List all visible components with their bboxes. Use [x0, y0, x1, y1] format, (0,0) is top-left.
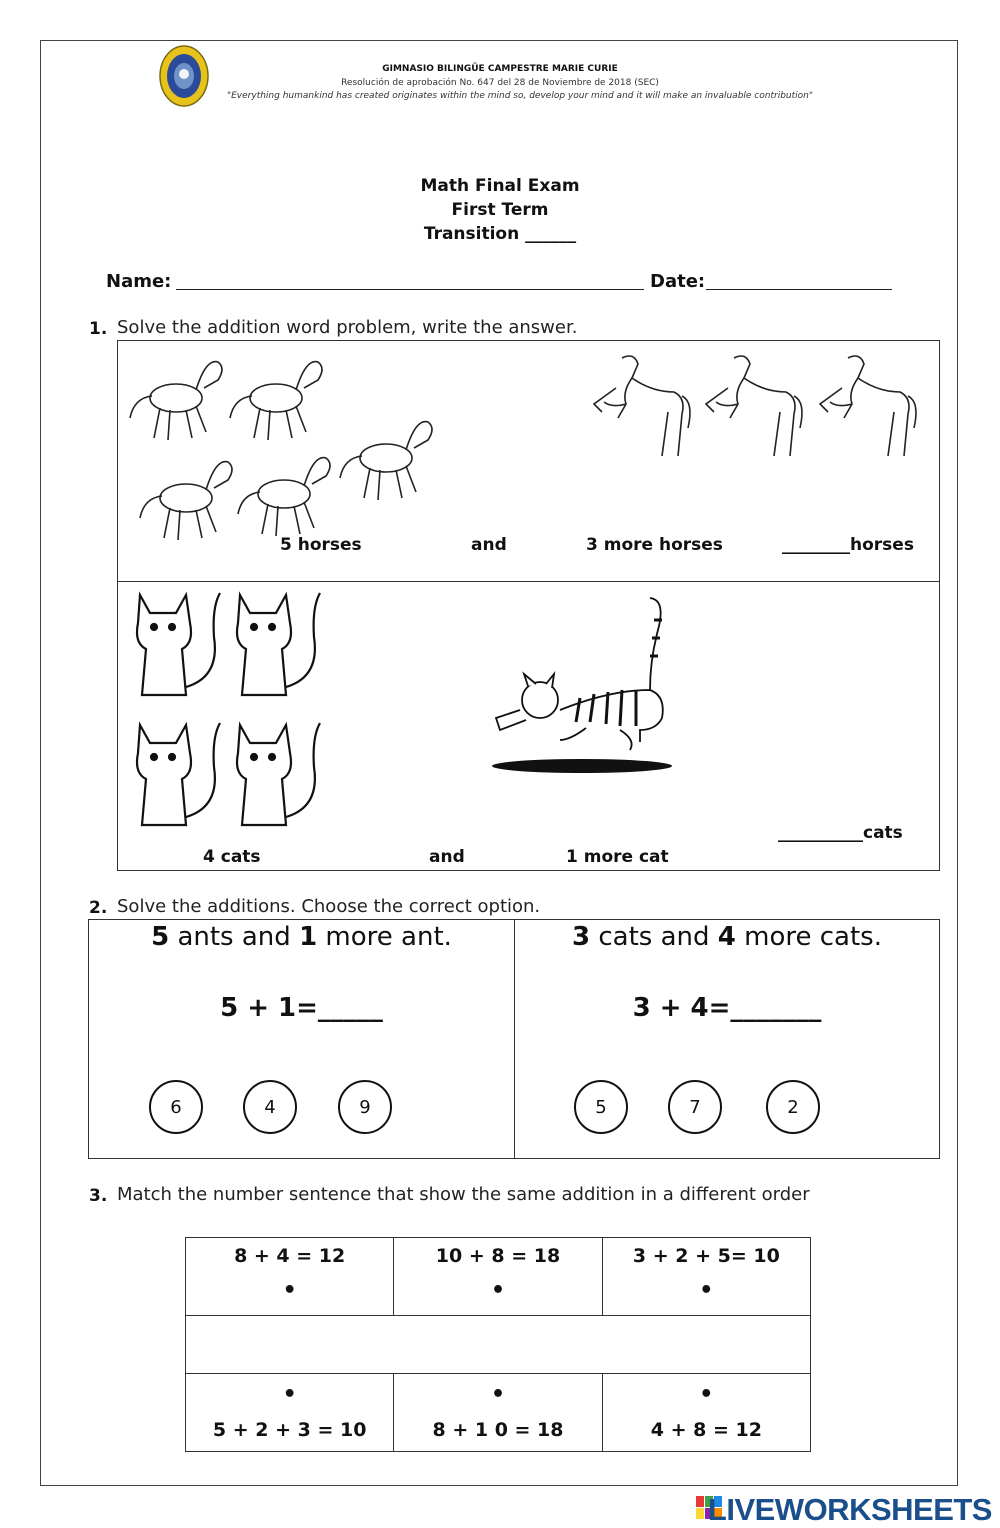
q2-right-option-3[interactable]: 2 [766, 1080, 820, 1134]
q2-left-mid: ants and [169, 922, 300, 952]
q2-left-end: more ant. [317, 922, 452, 952]
q3-gap-row [186, 1316, 811, 1374]
q3-top-sentence-1: 8 + 4 = 12 [234, 1244, 346, 1267]
q1-horses-and: and [471, 535, 507, 555]
q1-cats-second: 1 more cat [566, 847, 669, 867]
q1-number: 1. [89, 319, 108, 339]
q3-top-dot-3[interactable]: • [699, 1277, 714, 1303]
q2-left-panel [88, 919, 515, 1159]
running-cat [490, 590, 680, 775]
q3-bottom-dot-3[interactable]: • [699, 1381, 714, 1407]
school-name: GIMNASIO BILINGÜE CAMPESTRE MARIE CURIE [382, 64, 618, 74]
q3-bottom-cell-3 [602, 1374, 810, 1452]
q1-horses-second: 3 more horses [586, 535, 723, 555]
q2-right-option-1[interactable]: 5 [574, 1080, 628, 1134]
q1-horses-answer[interactable]: ________horses [782, 535, 914, 555]
q1-text: Solve the addition word problem, write the answer. [117, 317, 578, 338]
q3-number: 3. [89, 1186, 108, 1206]
q3-gap-cell [186, 1316, 811, 1374]
q1-cats-and: and [429, 847, 465, 867]
q2-right-option-2[interactable]: 7 [668, 1080, 722, 1134]
q1-horses-first: 5 horses [280, 535, 362, 555]
horses-group-five [122, 344, 442, 544]
q3-bottom-cell-2 [394, 1374, 602, 1452]
q2-right-n1: 3 [572, 922, 591, 952]
q2-number: 2. [89, 898, 108, 918]
q3-top-dot-1[interactable]: • [282, 1277, 297, 1303]
q2-right-panel [514, 919, 940, 1159]
q3-top-dot-2[interactable]: • [490, 1277, 506, 1303]
exam-transition: Transition ______ [423, 224, 577, 244]
q2-right-end: more cats. [735, 922, 882, 952]
q2-right-n2: 4 [717, 922, 736, 952]
q2-right-mid: cats and [590, 922, 718, 952]
q3-text: Match the number sentence that show the same addition in a different order [117, 1184, 810, 1205]
q2-left-option-3[interactable]: 9 [338, 1080, 392, 1134]
q3-bottom-sentence-2: 8 + 1 0 = 18 [432, 1418, 564, 1441]
q3-bottom-sentence-1: 5 + 2 + 3 = 10 [212, 1418, 367, 1441]
q1-cats-answer[interactable]: __________cats [778, 823, 903, 843]
exam-title: Math Final Exam [420, 176, 580, 196]
q2-left-n1: 5 [151, 922, 170, 952]
exam-term: First Term [451, 200, 549, 220]
q2-left-equation: 5 + 1=_____ [220, 993, 383, 1023]
q2-left-sentence [88, 922, 515, 952]
q2-left-option-1[interactable]: 6 [149, 1080, 203, 1134]
q3-top-cell-1 [186, 1238, 394, 1316]
q3-bottom-cell-1 [186, 1374, 394, 1452]
q3-match-table [185, 1237, 811, 1452]
q2-right-equation: 3 + 4=_______ [632, 993, 822, 1023]
q3-top-cell-3 [602, 1238, 810, 1316]
school-motto: "Everything humankind has created originates within the mind so, develop your mind and it will make an invaluable contribution" [226, 91, 813, 101]
q3-bottom-sentence-3: 4 + 8 = 12 [650, 1418, 762, 1441]
q2-text: Solve the additions. Choose the correct option. [117, 896, 541, 917]
name-label: Name: [106, 271, 172, 292]
q3-top-cell-2 [394, 1238, 602, 1316]
q3-top-row [186, 1238, 811, 1316]
q3-bottom-dot-2[interactable]: • [490, 1381, 506, 1407]
q2-left-n2: 1 [299, 922, 318, 952]
date-field[interactable] [706, 289, 892, 290]
name-field[interactable] [176, 289, 644, 290]
q3-bottom-dot-1[interactable]: • [282, 1381, 297, 1407]
q2-right-sentence [514, 922, 940, 952]
cats-group-four [124, 585, 329, 835]
q2-left-option-2[interactable]: 4 [243, 1080, 297, 1134]
q3-top-sentence-3: 3 + 2 + 5= 10 [632, 1244, 780, 1267]
date-label: Date: [650, 271, 706, 292]
horses-group-three [580, 344, 925, 464]
q3-top-sentence-2: 10 + 8 = 18 [435, 1244, 561, 1267]
liveworksheets-brand[interactable]: LIVEWORKSHEETS [707, 1492, 992, 1527]
school-resolution: Resolución de aprobación No. 647 del 28 de Noviembre de 2018 (SEC) [341, 78, 659, 88]
q3-bottom-row [186, 1374, 811, 1452]
q1-cats-first: 4 cats [203, 847, 261, 867]
